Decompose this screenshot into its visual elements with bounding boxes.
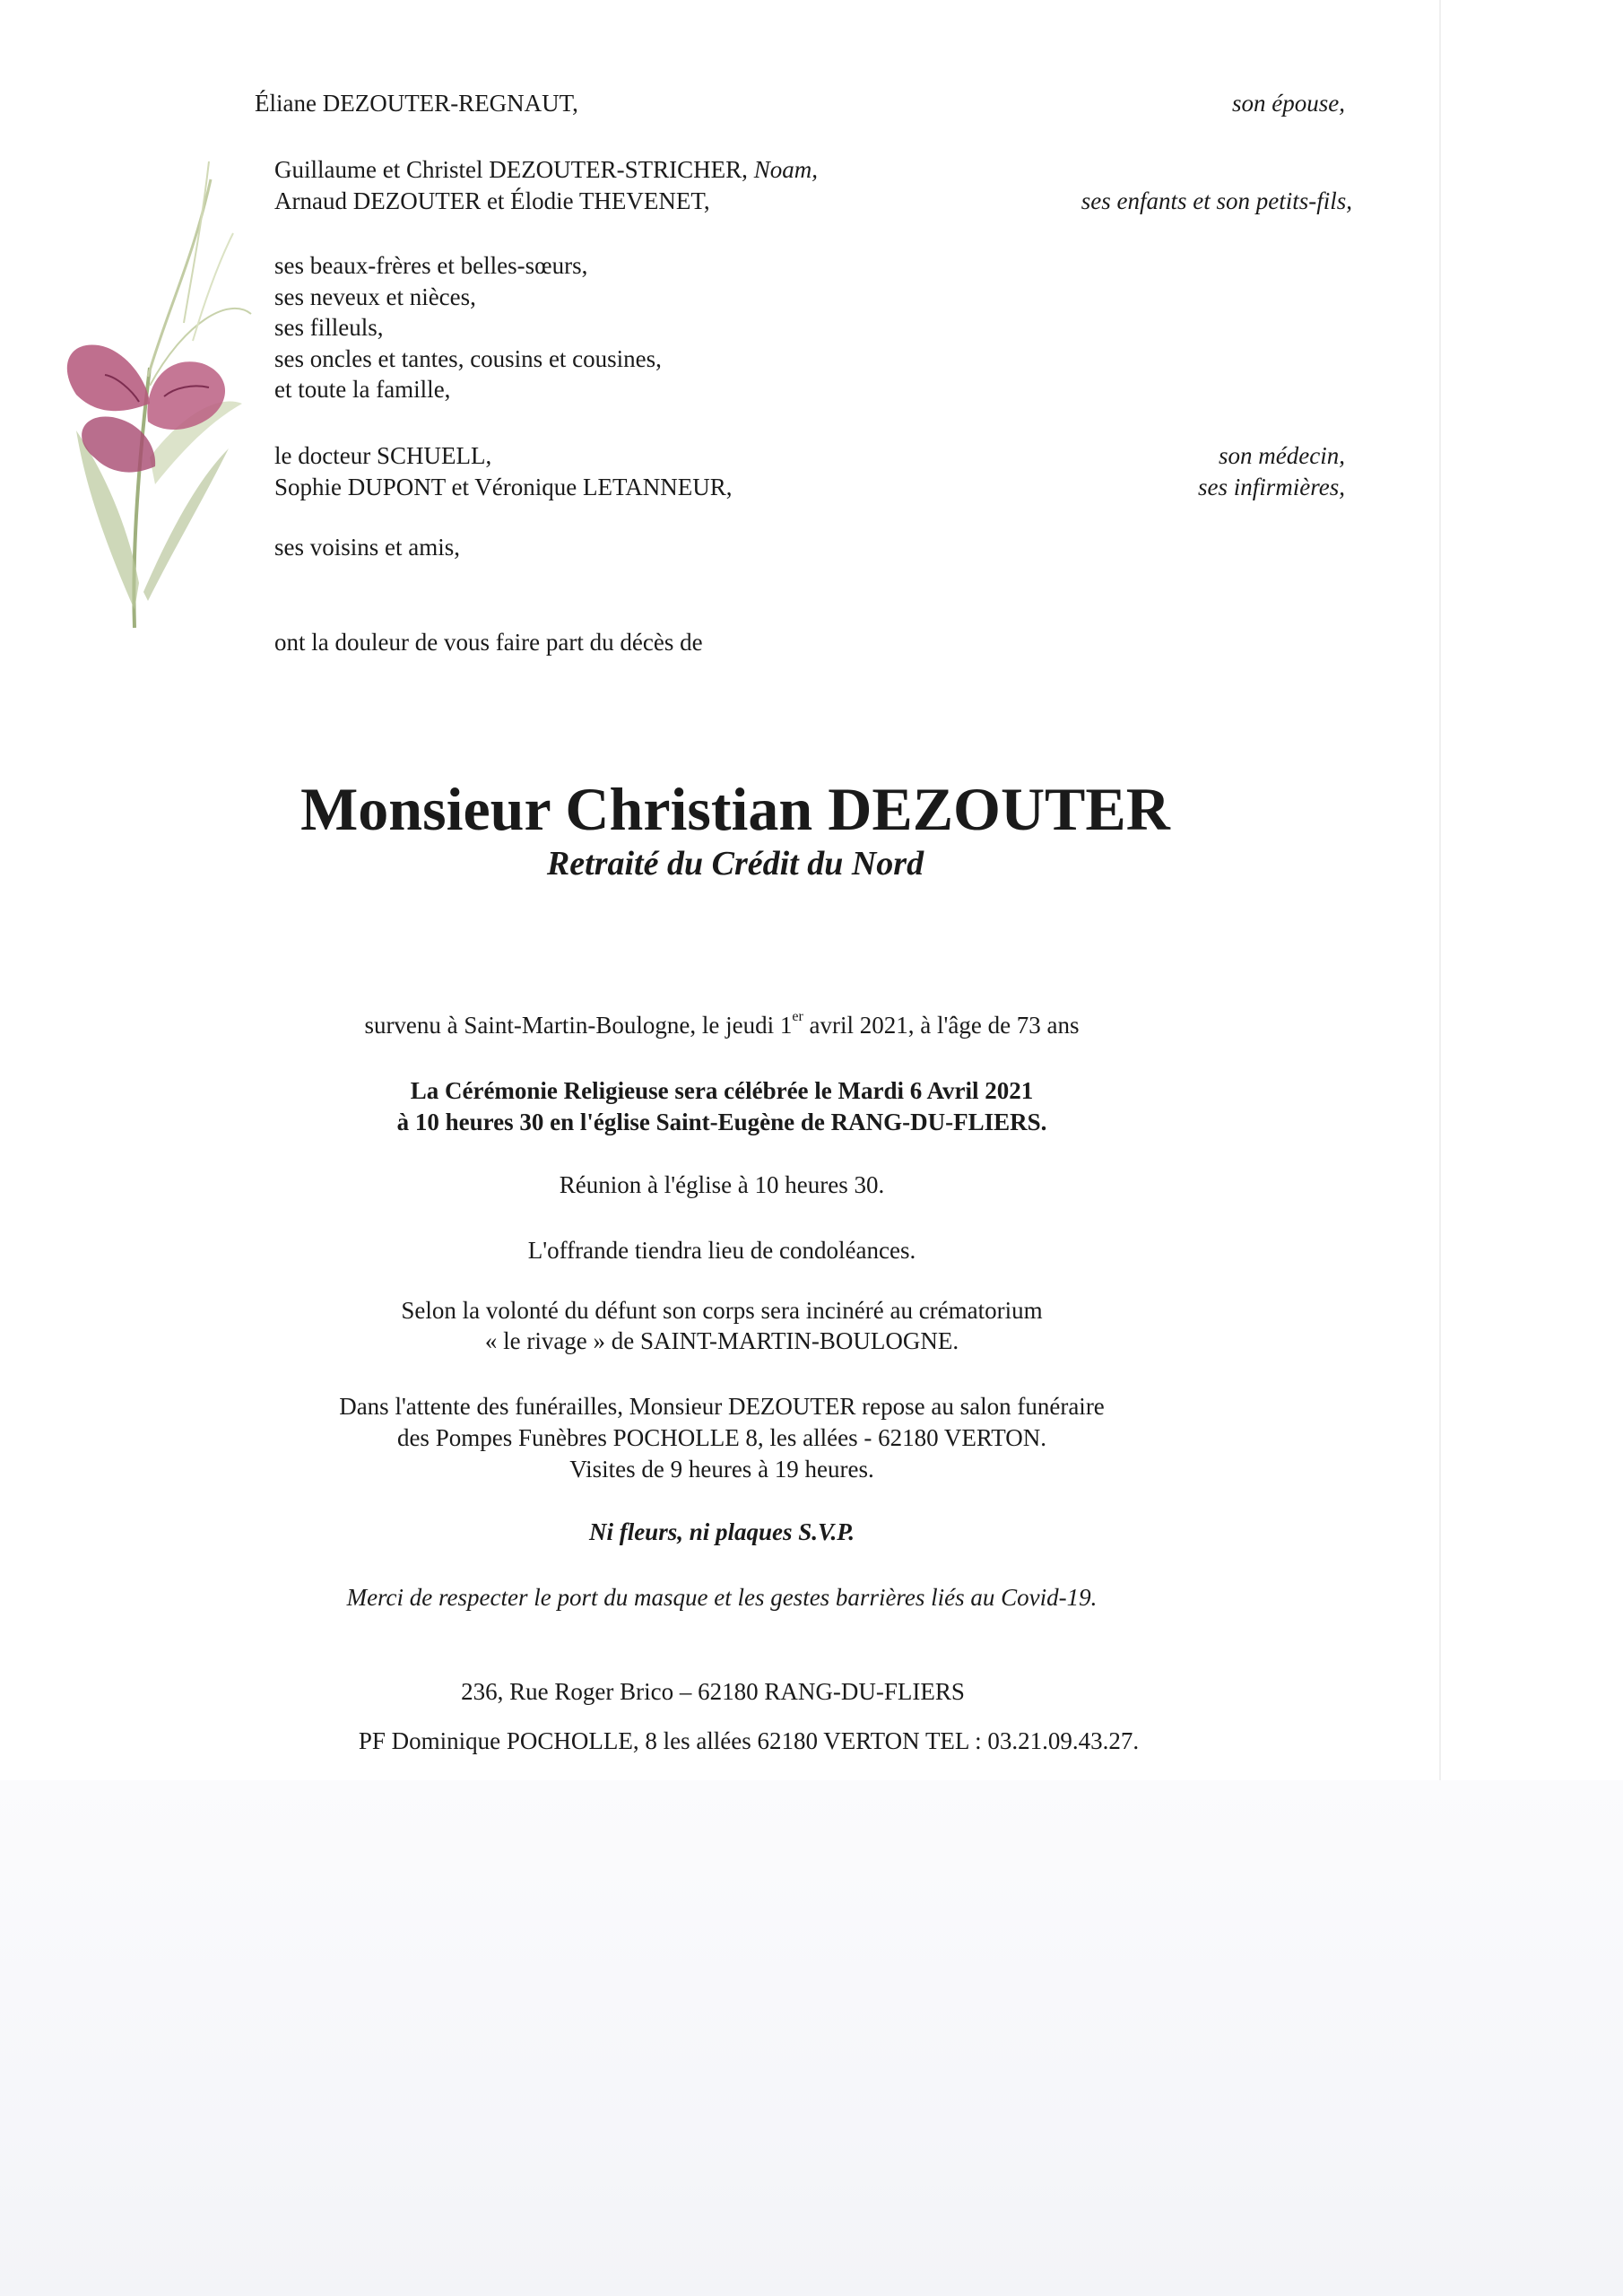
covid-line: Merci de respecter le port du masque et les gestes barrières liés au Covid-19. (346, 1584, 1098, 1611)
reunion-line: Réunion à l'église à 10 heures 30. (559, 1171, 885, 1198)
relative-line: et toute la famille, (274, 376, 451, 403)
wife-name: Éliane DEZOUTER-REGNAUT, (255, 90, 578, 117)
children-names: Guillaume et Christel DEZOUTER-STRICHER, (274, 156, 748, 183)
calla-lily-illustration (49, 161, 256, 637)
nurses-role: ses infirmières, (1198, 474, 1345, 500)
relative-line: ses neveux et nièces, (274, 283, 476, 310)
children-role: ses enfants et son petits-fils, (1081, 187, 1352, 214)
death-info-pre: survenu à Saint-Martin-Boulogne, le jeudi 1 (364, 1012, 793, 1039)
death-info-sup: er (792, 1009, 803, 1024)
ceremony-line: à 10 heures 30 en l'église Saint-Eugène de RANG-DU-FLIERS. (396, 1109, 1047, 1135)
wake-line: Dans l'attente des funérailles, Monsieur DEZOUTER repose au salon funéraire (339, 1393, 1105, 1420)
children-line-1 (274, 158, 818, 182)
doctor-name: le docteur SCHUELL, (274, 442, 492, 469)
wake-line: des Pompes Funèbres POCHOLLE 8, les allées - 62180 VERTON. (396, 1424, 1047, 1451)
address-line: 236, Rue Roger Brico – 62180 RANG-DU-FLIERS (461, 1678, 965, 1705)
relative-line: ses filleuls, (274, 314, 384, 341)
scan-bottom-area (0, 1780, 1623, 2296)
announcement-line: ont la douleur de vous faire part du décès de (274, 629, 703, 656)
cremation-line: Selon la volonté du défunt son corps sera incinéré au crématorium (401, 1297, 1043, 1324)
no-flowers-line: Ni fleurs, ni plaques S.V.P. (588, 1518, 855, 1545)
scan-edge (1439, 0, 1441, 1780)
wife-role: son épouse, (1232, 90, 1345, 117)
neighbors-line: ses voisins et amis, (274, 534, 460, 561)
grandson-name: Noam, (753, 156, 818, 183)
deceased-subtitle: Retraité du Crédit du Nord (546, 845, 924, 883)
relative-line: ses beaux-frères et belles-sœurs, (274, 252, 588, 279)
ceremony-line: La Cérémonie Religieuse sera célébrée le Mardi 6 Avril 2021 (410, 1077, 1034, 1104)
wake-line: Visites de 9 heures à 19 heures. (569, 1456, 874, 1483)
deceased-name: Monsieur Christian DEZOUTER (300, 775, 1170, 843)
relative-line: ses oncles et tantes, cousins et cousines, (274, 345, 662, 372)
children-line-2: Arnaud DEZOUTER et Élodie THEVENET, (274, 187, 710, 214)
offering-line: L'offrande tiendra lieu de condoléances. (527, 1237, 916, 1264)
doctor-role: son médecin, (1219, 442, 1345, 469)
funeral-home-line: PF Dominique POCHOLLE, 8 les allées 62180 VERTON TEL : 03.21.09.43.27. (358, 1727, 1140, 1754)
nurses-names: Sophie DUPONT et Véronique LETANNEUR, (274, 474, 733, 500)
cremation-line: « le rivage » de SAINT-MARTIN-BOULOGNE. (484, 1327, 959, 1354)
death-info-post: avril 2021, à l'âge de 73 ans (803, 1012, 1080, 1039)
death-info (0, 1009, 1444, 1039)
